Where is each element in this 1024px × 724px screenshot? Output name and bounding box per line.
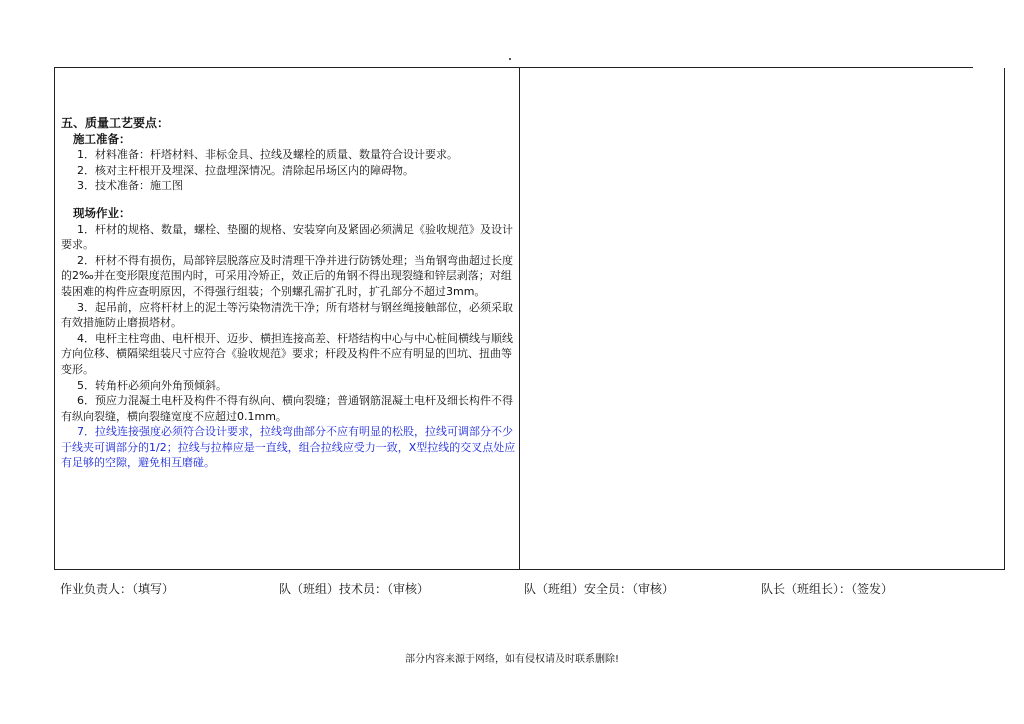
site-item: 4．电杆主柱弯曲、电杆根开、迈步、横担连接高差、杆塔结构中心与中心桩间横线与顺线方向位移、横隔梁组装尺寸应符合《验收规范》要求；杆段及构件不应有明显的凹坑、扭曲等变形。 [61, 331, 513, 376]
sign-tech: 队（班组）技术员：（审核） [279, 582, 430, 596]
section-heading: 五、质量工艺要点： [61, 116, 170, 130]
prep-title: 施工准备： [73, 131, 131, 146]
column-divider [519, 68, 520, 569]
sign-safety: 队（班组）安全员：（审核） [524, 582, 675, 596]
site-item: 5．转角杆必须向外角预倾斜。 [77, 378, 227, 392]
site-item-highlight: 7．拉线连接强度必须符合设计要求，拉线弯曲部分不应有明显的松股，拉线可调部分不少于线夹可调部分的1/2；拉线与拉棒应是一直线，组合拉线应受力一致，X型拉线的交叉点处应有足够的空隙，避免相互磨碰。 [61, 425, 516, 470]
sign-leader: 作业负责人：（填写） [60, 582, 175, 596]
footer-notice: 部分内容来源于网络，如有侵权请及时联系删除! [404, 654, 619, 665]
site-item: 3．起吊前，应将杆材上的泥土等污染物清洗干净；所有塔材与钢丝绳接触部位，必须采取有效措施防止磨损塔材。 [61, 300, 513, 330]
quality-points-cell [61, 116, 516, 471]
sign-captain: 队长（班组长）：（签发） [761, 582, 894, 596]
site-item: 6．预应力混凝土电杆及构件不得有纵向、横向裂缝；普通钢筋混凝土电杆及细长构件不得有纵向裂缝，横向裂缝宽度不应超过0.1mm。 [61, 394, 513, 423]
prep-item: 3．技术准备：施工图 [77, 179, 183, 193]
site-title: 现场作业： [73, 205, 131, 220]
site-item: 2．杆材不得有损伤，局部锌层脱落应及时清理干净并进行防锈处理；当角钢弯曲超过长度的2‰并在变形限度范围内时，可采用冷矫正，效正后的角钢不得出现裂缝和锌层剥落；对组装困难的构件应查明原因，不得强行组装；个别螺孔需扩孔时，扩孔部分不超过3mm。 [61, 253, 513, 298]
prep-item: 2．核对主杆根开及埋深、拉盘埋深情况。清除起吊场区内的障碍物。 [77, 163, 414, 177]
site-item: 1．杆材的规格、数量，螺栓、垫圈的规格、安装穿向及紧固必须满足《验收规范》及设计要求。 [61, 222, 513, 252]
prep-item: 1．材料准备：杆塔材料、非标金具、拉线及螺栓的质量、数量符合设计要求。 [77, 148, 458, 162]
content-table [54, 68, 1005, 570]
top-dot [509, 58, 511, 60]
